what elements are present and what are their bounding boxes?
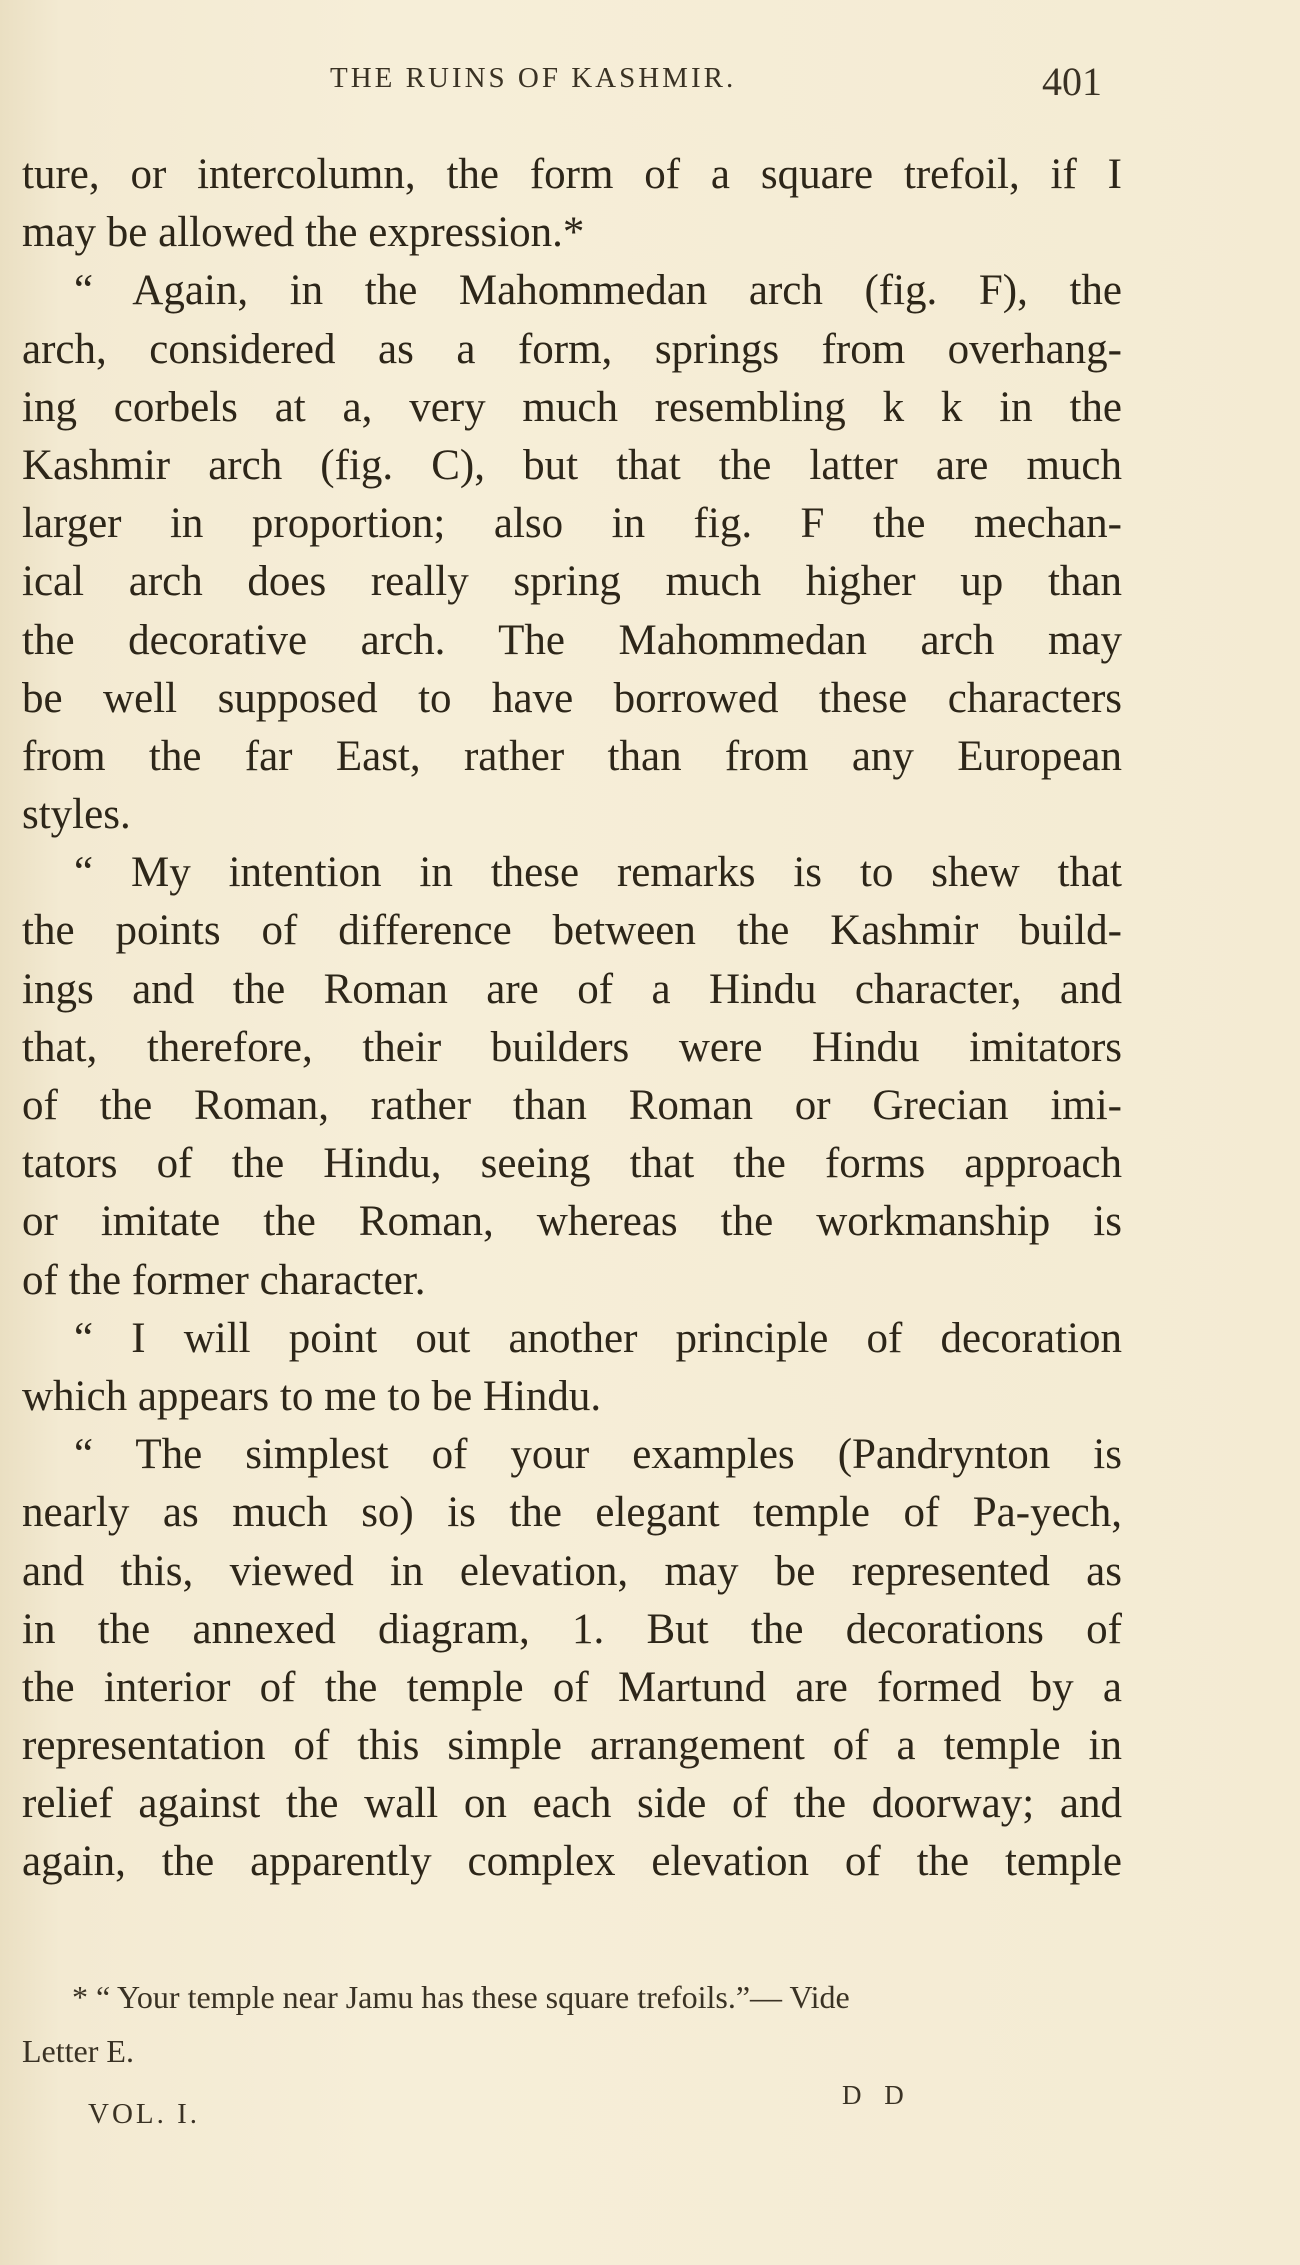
text-line: again, the apparently complex elevation of the temple	[22, 1838, 1122, 1886]
footnote	[22, 1970, 1122, 2078]
text-line: tators of the Hindu, seeing that the forms approach	[22, 1140, 1122, 1188]
text-line: may be allowed the expression.*	[22, 209, 585, 257]
text-line: ing corbels at a, very much resembling k k in the	[22, 383, 1122, 431]
running-title: THE RUINS OF KASHMIR.	[330, 62, 737, 94]
text-line: of the Roman, rather than Roman or Grecian imi-	[22, 1082, 1122, 1129]
text-line: relief against the wall on each side of the doorway; and	[22, 1780, 1122, 1828]
text-line: styles.	[22, 791, 131, 839]
text-line: which appears to me to be Hindu.	[22, 1372, 602, 1420]
text-line: Kashmir arch (fig. C), but that the latter are much	[22, 441, 1122, 489]
signature-mark: D D	[842, 2080, 912, 2110]
text-line: larger in proportion; also in fig. F the mechan-	[22, 500, 1122, 548]
text-line: of the former character.	[22, 1256, 426, 1304]
text-line: “ My intention in these remarks is to shew that	[74, 849, 1122, 897]
body-text	[22, 146, 1122, 1892]
text-line: that, therefore, their builders were Hindu imitators	[22, 1023, 1122, 1071]
text-line: be well supposed to have borrowed these characters	[22, 674, 1122, 722]
text-line: ture, or intercolumn, the form of a square trefoil, if I	[22, 151, 1122, 198]
text-line: from the far East, rather than from any European	[22, 732, 1122, 780]
text-line: nearly as much so) is the elegant temple of Pa-yech,	[22, 1489, 1122, 1537]
text-line: ical arch does really spring much higher up than	[22, 558, 1122, 606]
volume-signature: VOL. I.	[88, 2098, 201, 2130]
page-number: 401	[1042, 59, 1102, 104]
text-line: the points of difference between the Kashmir build-	[22, 907, 1122, 955]
text-line: “ Again, in the Mahommedan arch (fig. F), the	[74, 267, 1122, 315]
text-line: in the annexed diagram, 1. But the decorations of	[22, 1605, 1122, 1653]
text-line: and this, viewed in elevation, may be represented as	[22, 1547, 1122, 1595]
text-line: the interior of the temple of Martund are formed by a	[22, 1663, 1122, 1711]
text-line: or imitate the Roman, whereas the workmanship is	[22, 1198, 1122, 1246]
text-line: “ The simplest of your examples (Pandrynton is	[74, 1431, 1122, 1479]
footnote-line: Letter E.	[22, 2033, 134, 2069]
text-line: arch, considered as a form, springs from overhang-	[22, 325, 1122, 373]
text-line: “ I will point out another principle of decoration	[74, 1314, 1122, 1362]
footnote-line: * “ Your temple near Jamu has these square trefoils.”— Vide	[72, 1979, 850, 2015]
text-line: ings and the Roman are of a Hindu character, and	[22, 965, 1122, 1013]
text-line: the decorative arch. The Mahommedan arch may	[22, 616, 1122, 664]
text-line: representation of this simple arrangement of a temple in	[22, 1722, 1122, 1770]
